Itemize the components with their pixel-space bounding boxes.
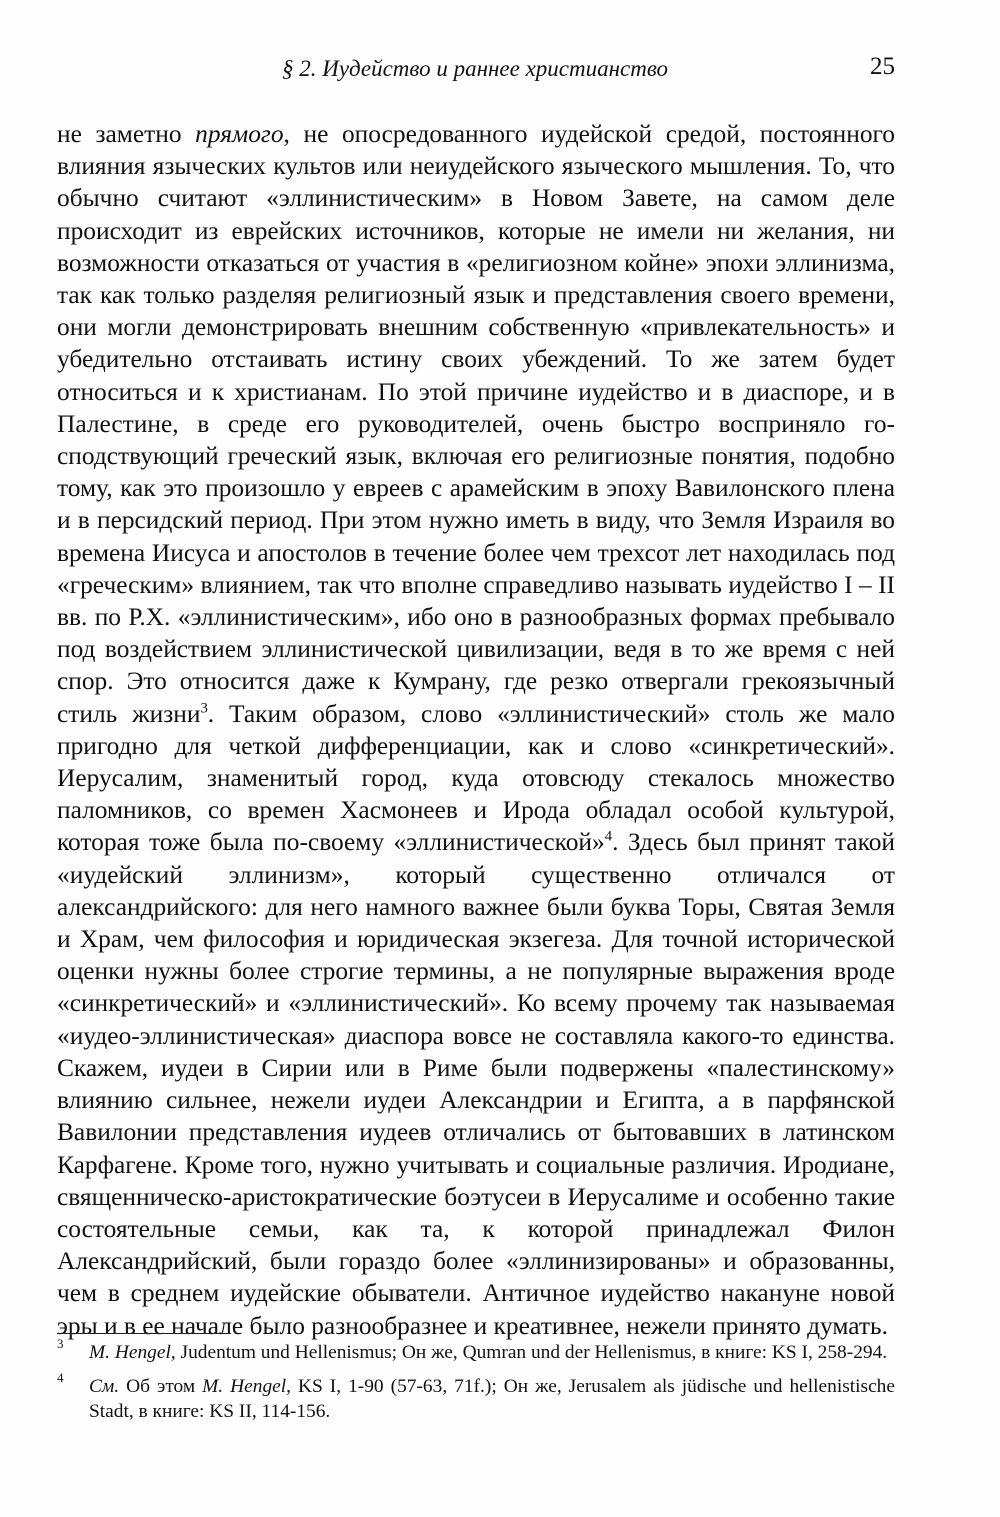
page-number: 25 [870,53,895,80]
footnote-author: M. Hengel [202,1375,287,1397]
footnote-number: 4 [57,1369,64,1385]
footnote-reference[interactable]: 4 [604,829,613,845]
footnote-text: , Judentum und Hellenismus; Он же, Qumran und der Hellenismus, в книге: KS I, 258-294. [170,1342,888,1363]
body-text-run: не заметно [57,120,196,148]
footnote [57,1369,895,1425]
section-title: § 2. Иудейство и раннее христианство [281,56,669,81]
body-text-run: , не опосредованного иудейской средой, постоянного влияния языческих культов или неиудейского языческого мышления. То, что обычно считают «эллинистическим» в Новом Завете, на самом деле происходит из еврейских источников, которые не имели ни желания, ни возможности отказаться от участия в «религиозном койне» эпохи эллинизма, так как только разделяя религиозный язык и представления своего времени, они могли демонстрировать внешним собственную «привлекательность» и убедительно отстаивать истину своих убеждений. То же затем будет относиться и к христианам. По этой причине иудейство и в диаспоре, и в Палестине, в среде его руководителей, очень быстро восприняло господствующий греческий язык, включая его религиозные понятия, подобно тому, как это произошло у евреев с арамейским в эпоху Вавилонского плена и в персидский период. При этом нужно иметь в виду, что Земля Израиля во времена Иисуса и апостолов в течение более чем трехсот лет находилась под «греческим» влиянием, так что вполне справедливо называть иудейство I – II вв. по Р.Х. «эллинистическим», ибо оно в разнообразных формах пребывало под воздействием эллинистической цивилизации, ведя в то же время с ней спор. Это относится даже к Кумрану, где резко отвергали грекоязычный стиль жизни [57,120,895,728]
emphasized-word: прямого [195,120,284,148]
footnote-divider [57,1333,227,1334]
running-header [55,52,895,86]
footnote-lead: См. [89,1375,120,1397]
footnotes [57,1336,895,1433]
body-text-run: . Таким образом, слово «эллинистический» столь же мало пригодно для четкой дифференциации, как и слово «синкретический». Иерусалим, знаменитый город, куда отовсюду стекалось множество паломников, со времен Хасмонеев и Ирода обладал особой культурой, которая тоже была по-своему «эллинистической» [57,699,895,857]
footnote-author: M. Hengel [89,1342,171,1363]
footnote-text: Об этом [119,1375,203,1397]
body-paragraph [57,118,895,1342]
footnote [57,1336,895,1366]
footnote-text: , KS I, 1-90 (57-63, 71f.); Он же, Jerusalem als jüdische und hellenistische Stadt, в книге: KS II, 114-156. [89,1375,895,1422]
footnote-reference[interactable]: 3 [200,700,208,717]
footnote-number: 3 [57,1336,64,1351]
body-text-run: . Здесь был принят такой «иудейский эллинизм», который существенно отличался от александрийского: для него намного важнее были буква Торы, Святая Земля и Храм, чем философия и юридическая экзегеза. Для точной исторической оценки нужны более строгие термины, а не популярные выражения вроде «синкретический» и «эллинистический». Ко всему прочему так называемая «иудео-эллинистическая» диаспора вовсе не составляла какого-то единства. Скажем, иудеи в Сирии или в Риме были подвержены «палестинскому» влиянию сильнее, нежели иудеи Александрии и Египта, а в парфянской Вавилонии представления иудеев отличались от бытовавших в латинском Карфагене. Кроме того, нужно учитывать и социальные различия. Иродиане, священническо-аристократические боэтусеи в Иерусалиме и особенно такие состоятельные семьи, как та, к которой принадлежал Филон Александрийский, были гораздо более «эллинизированы» и образованны, чем в среднем иудейские обыватели. Античное иудейство накануне новой эры и в ее начале было разнообразнее и креативнее, нежели принято думать. [57,828,895,1340]
